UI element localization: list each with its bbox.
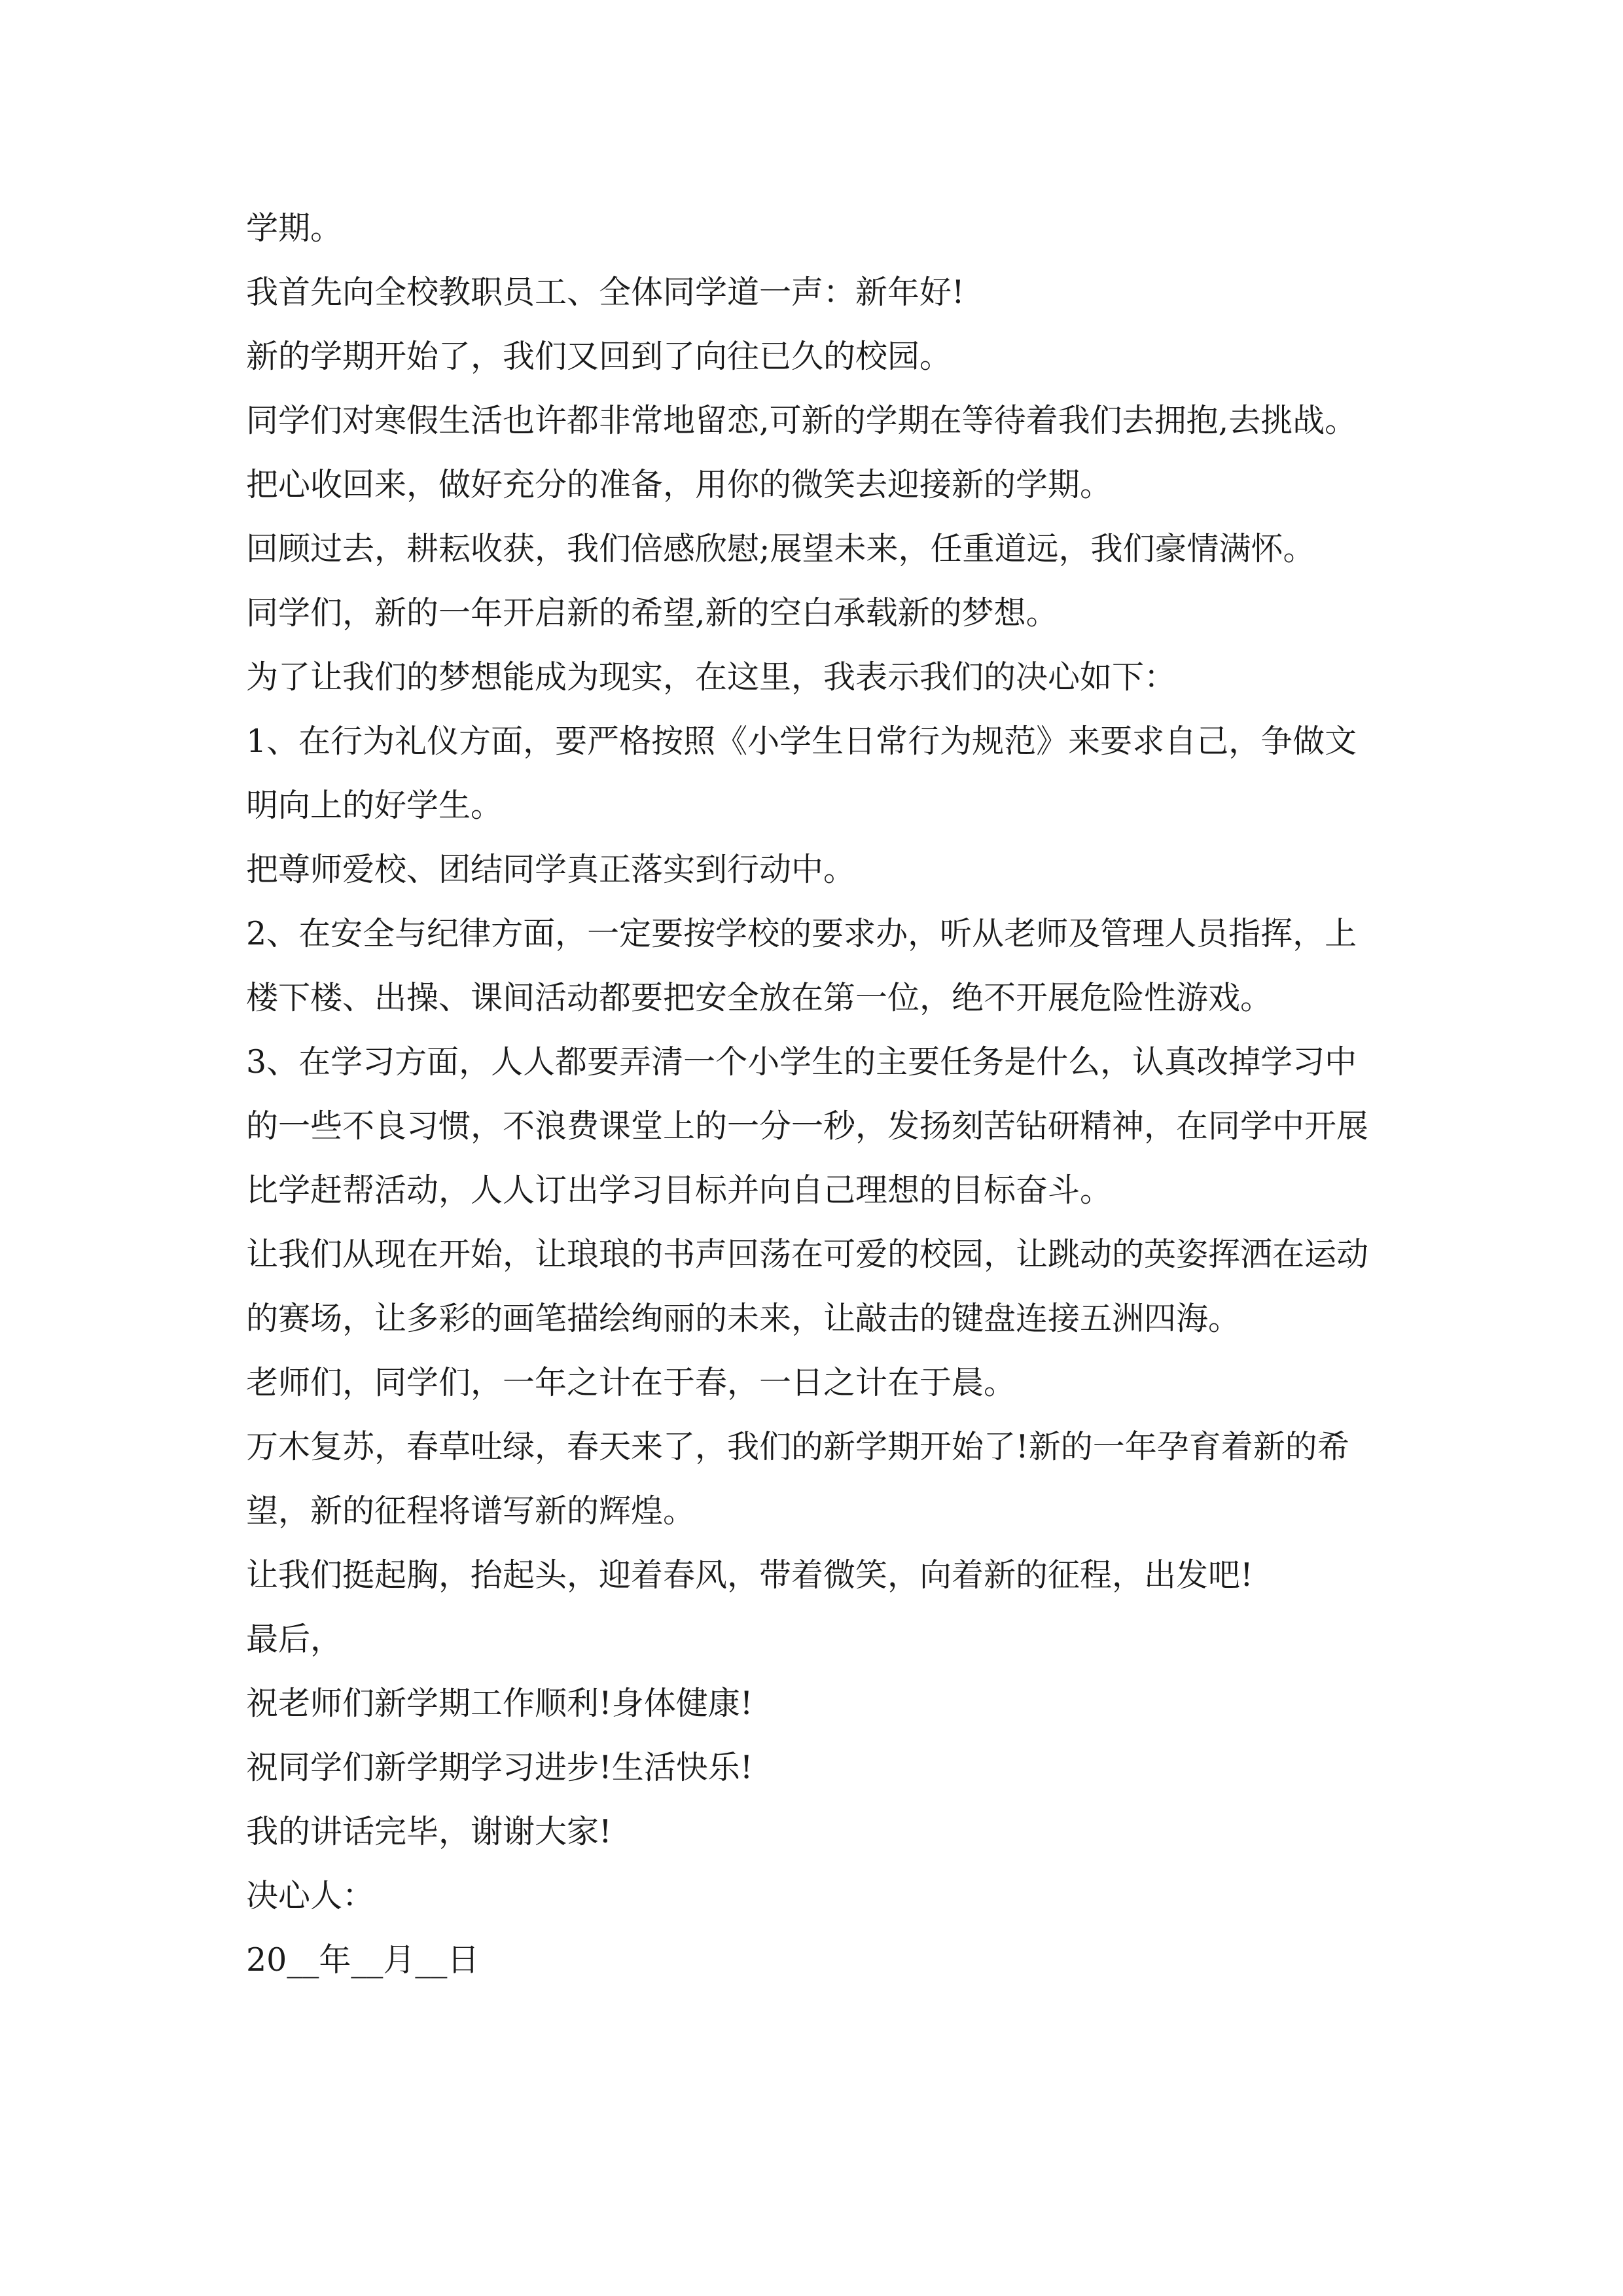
- paragraph: 老师们，同学们，一年之计在于春，一日之计在于晨。: [246, 1364, 1016, 1401]
- date-line: 20__年__月__日: [246, 1941, 480, 1979]
- signature-label: 决心人：: [246, 1877, 375, 1914]
- paragraph: 3、在学习方面，人人都要弄清一个小学生的主要任务是什么，认真改掉学习中的一些不良习惯，不浪费课堂上的一分一秒，发扬刻苦钻研精神，在同学中开展比学赶帮活动，人人订出学习目标并向自己理想的目标奋斗。: [246, 1043, 1369, 1209]
- paragraph: 为了让我们的梦想能成为现实，在这里，我表示我们的决心如下：: [246, 658, 1177, 696]
- paragraph: 把心收回来，做好充分的准备，用你的微笑去迎接新的学期。: [246, 466, 1113, 503]
- paragraph: 让我们挺起胸，抬起头，迎着春风，带着微笑，向着新的征程，出发吧!: [246, 1556, 1253, 1594]
- paragraph: 我首先向全校教职员工、全体同学道一声：新年好!: [246, 274, 965, 311]
- paragraph: 新的学期开始了，我们又回到了向往已久的校园。: [246, 338, 952, 375]
- paragraph: 1、在行为礼仪方面，要严格按照《小学生日常行为规范》来要求自己，争做文明向上的好学生。: [246, 723, 1357, 824]
- paragraph: 2、在安全与纪律方面，一定要按学校的要求办，听从老师及管理人员指挥，上楼下楼、出操、课间活动都要把安全放在第一位，绝不开展危险性游戏。: [246, 915, 1357, 1016]
- document-body: [246, 196, 1385, 1992]
- paragraph: 同学们对寒假生活也许都非常地留恋,可新的学期在等待着我们去拥抱,去挑战。: [246, 402, 1357, 439]
- paragraph: 祝同学们新学期学习进步!生活快乐!: [246, 1749, 753, 1786]
- paragraph: 同学们，新的一年开启新的希望,新的空白承载新的梦想。: [246, 594, 1058, 632]
- paragraph: 我的讲话完毕，谢谢大家!: [246, 1813, 612, 1850]
- paragraph: 万木复苏，春草吐绿，春天来了，我们的新学期开始了!新的一年孕育着新的希望，新的征程将谱写新的辉煌。: [246, 1428, 1349, 1530]
- paragraph: 回顾过去，耕耘收获，我们倍感欣慰;展望未来，任重道远，我们豪情满怀。: [246, 530, 1315, 567]
- paragraph: 学期。: [246, 209, 343, 247]
- paragraph: 最后，: [246, 1621, 343, 1658]
- paragraph: 祝老师们新学期工作顺利!身体健康!: [246, 1685, 753, 1722]
- paragraph: 让我们从现在开始，让琅琅的书声回荡在可爱的校园，让跳动的英姿挥洒在运动的赛场，让多彩的画笔描绘绚丽的未来，让敲击的键盘连接五洲四海。: [246, 1236, 1369, 1337]
- paragraph: 把尊师爱校、团结同学真正落实到行动中。: [246, 851, 856, 888]
